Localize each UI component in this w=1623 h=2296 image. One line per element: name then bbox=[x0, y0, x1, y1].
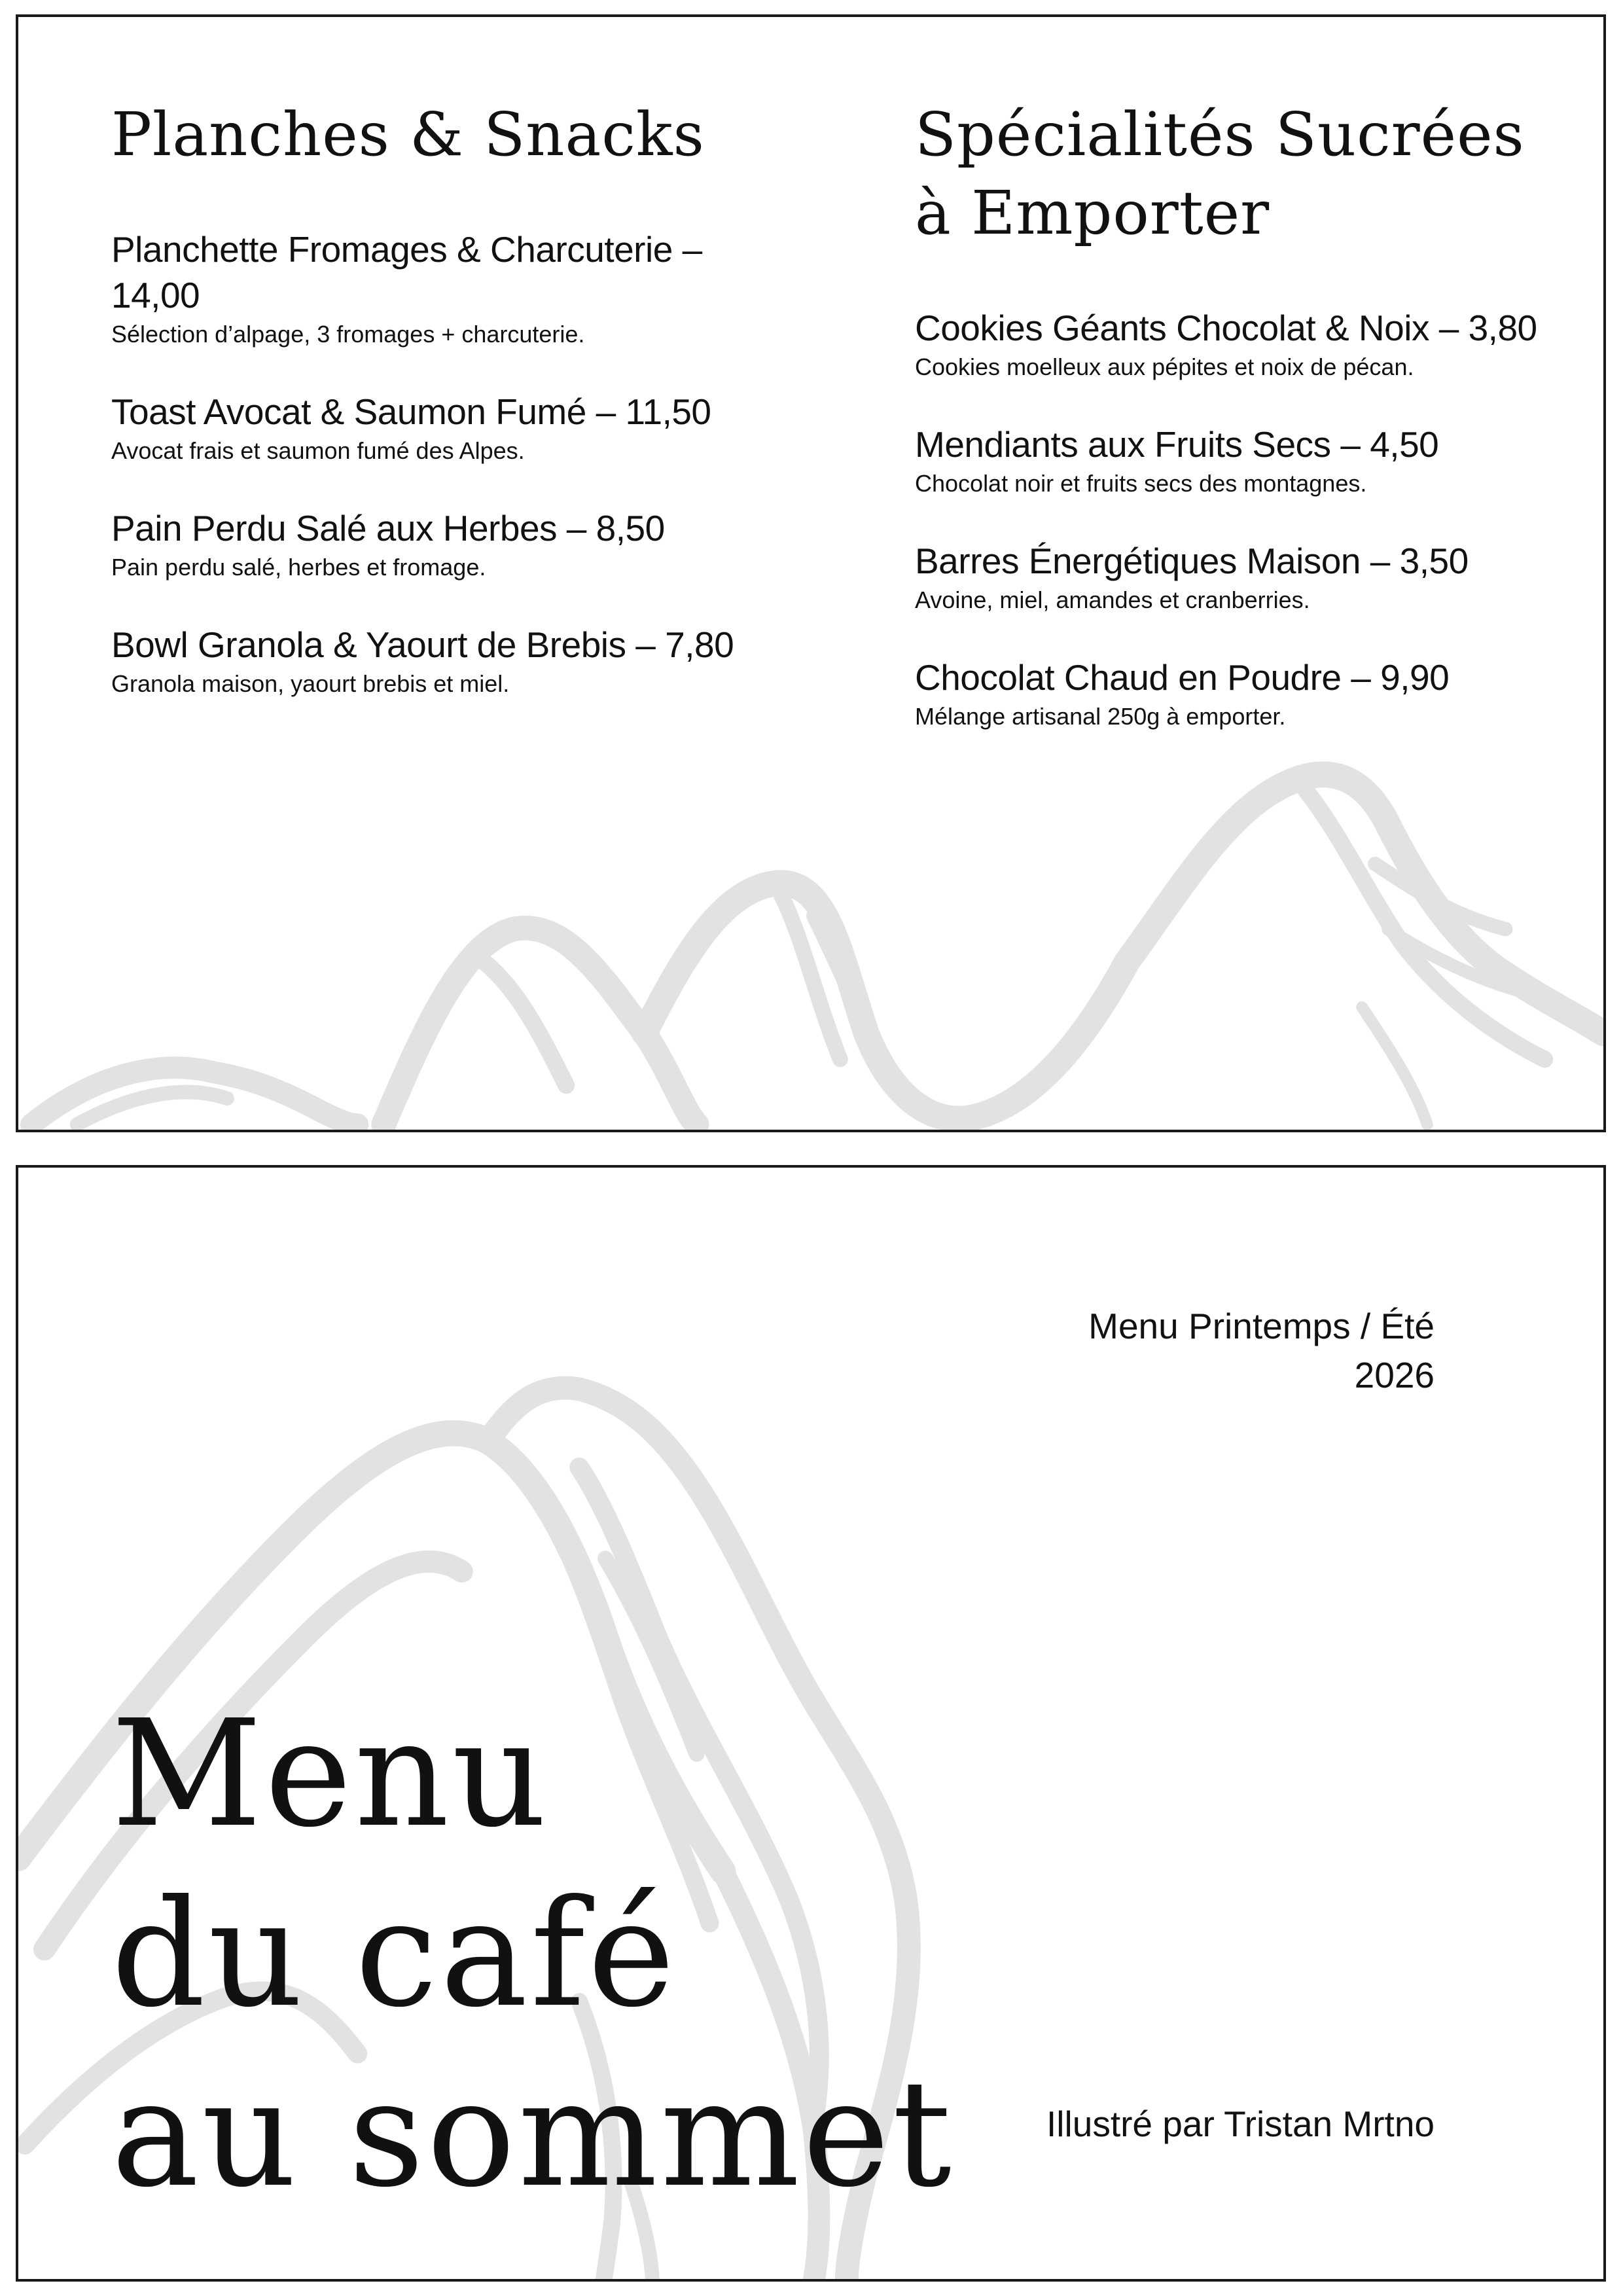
menu-item-description: Pain perdu salé, herbes et fromage. bbox=[111, 554, 486, 581]
menu-page-cover bbox=[16, 1165, 1606, 2282]
menu-item-description: Avoine, miel, amandes et cranberries. bbox=[915, 586, 1310, 613]
section-title: Planches & Snacks bbox=[111, 99, 705, 170]
section-title: Spécialités Sucrées à Emporter bbox=[915, 99, 1525, 248]
cover-title-line: Menu bbox=[111, 1689, 550, 1860]
menu-item bbox=[915, 422, 1569, 499]
menu-item bbox=[111, 226, 766, 350]
menu-item-description: Cookies moelleux aux pépites et noix de pécan. bbox=[915, 353, 1414, 380]
menu-item-description: Chocolat noir et fruits secs des montagnes. bbox=[915, 470, 1367, 497]
menu-item-title: Toast Avocat & Saumon Fumé – 11,50 bbox=[111, 391, 711, 432]
section-specialites-sucrees bbox=[915, 96, 1569, 771]
season-label: Menu Printemps / Été 2026 bbox=[1088, 1306, 1435, 1395]
menu-item-title: Pain Perdu Salé aux Herbes – 8,50 bbox=[111, 508, 665, 548]
menu-item-title: Bowl Granola & Yaourt de Brebis – 7,80 bbox=[111, 624, 734, 665]
cover-title bbox=[111, 1685, 954, 2225]
menu-page-inside bbox=[16, 14, 1606, 1132]
menu-item-description: Avocat frais et saumon fumé des Alpes. bbox=[111, 437, 525, 464]
illustrator-credit: Illustré par Tristan Mrtno bbox=[1046, 2104, 1435, 2144]
menu-item bbox=[915, 655, 1569, 732]
menu-item bbox=[111, 505, 766, 583]
menu-item-title: Cookies Géants Chocolat & Noix – 3,80 bbox=[915, 308, 1537, 348]
menu-item-description: Mélange artisanal 250g à emporter. bbox=[915, 703, 1286, 730]
cover-title-line: du café bbox=[111, 1869, 678, 2040]
menu-item bbox=[915, 305, 1569, 382]
menu-item-title: Chocolat Chaud en Poudre – 9,90 bbox=[915, 657, 1450, 698]
menu-item-title: Mendiants aux Fruits Secs – 4,50 bbox=[915, 424, 1439, 465]
menu-item bbox=[915, 538, 1569, 615]
cover-title-line: au sommet bbox=[111, 2049, 954, 2220]
menu-item-description: Sélection d’alpage, 3 fromages + charcuterie. bbox=[111, 321, 585, 348]
menu-item bbox=[111, 622, 766, 699]
menu-item-title: Barres Énergétiques Maison – 3,50 bbox=[915, 541, 1469, 581]
menu-item bbox=[111, 389, 766, 466]
menu-item-description: Granola maison, yaourt brebis et miel. bbox=[111, 670, 510, 697]
section-planches-snacks bbox=[111, 96, 766, 738]
menu-item-title: Planchette Fromages & Charcuterie – 14,00 bbox=[111, 229, 702, 315]
